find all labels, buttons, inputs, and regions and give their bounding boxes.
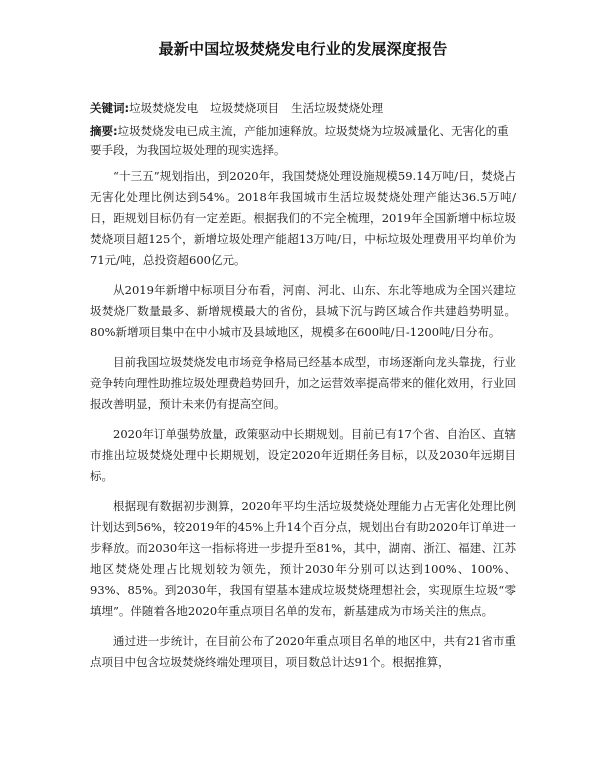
document-title: 最新中国垃圾焚烧发电行业的发展深度报告 bbox=[158, 40, 448, 58]
abstract-line bbox=[90, 122, 516, 160]
body-paragraph: 目前我国垃圾焚烧发电市场竞争格局已经基本成型，市场逐渐向龙头靠拢，行业竞争转向理性助推垃圾处理费趋势回升，加之运营效率提高带来的催化效用，行业回报改善明显，预计未来仍有提高空间。 bbox=[90, 355, 516, 411]
abstract-text: 垃圾焚烧发电已成主流，产能加速释放。垃圾焚烧为垃圾减量化、无害化的重要手段，为我国垃圾处理的现实选择。 bbox=[90, 124, 509, 157]
keyword-item: 垃圾焚烧项目 bbox=[210, 101, 280, 115]
keyword-item: 垃圾焚烧发电 bbox=[129, 101, 199, 115]
body-paragraph: 从2019年新增中标项目分布看，河南、河北、山东、东北等地成为全国兴建垃圾焚烧厂数量最多、新增规模最大的省份，县城下沉与跨区域合作共建趋势明显。80%新增项目集中在中小城市及县域地区，规模多在600吨/日-1200吨/日分布。 bbox=[90, 283, 516, 339]
body-paragraph: “十三五”规划指出，到2020年，我国焚烧处理设施规模59.14万吨/日，焚烧占无害化处理比例达到54%。2018年我国城市生活垃圾焚烧处理产能达36.5万吨/日，距规划目标仍有一定差距。根据我们的不完全梳理，2019年全国新增中标垃圾焚烧项目超125个，新增垃圾处理产能超13万吨/日，中标垃圾处理费用平均单价为71元/吨，总投资超600亿元。 bbox=[90, 169, 516, 267]
abstract-label: 摘要: bbox=[90, 124, 118, 138]
body-paragraph: 通过进一步统计，在目前公布了2020年重点项目名单的地区中，共有21省市重点项目中包含垃圾焚烧终端处理项目，项目数总计达91个。根据推算， bbox=[90, 634, 516, 669]
keyword-item: 生活垃圾焚烧处理 bbox=[291, 101, 384, 115]
body-paragraph: 2020年订单强势放量，政策驱动中长期规划。目前已有17个省、自治区、直辖市推出垃圾焚烧处理中长期规划，设定2020年近期任务目标，以及2030年远期目标。 bbox=[90, 427, 516, 483]
keywords-line bbox=[90, 99, 516, 118]
keywords-label: 关键词: bbox=[90, 101, 130, 115]
body-paragraph: 根据现有数据初步测算，2020年平均生活垃圾焚烧处理能力占无害化处理比例计划达到56%，较2019年的45%上升14个百分点，规划出台有助2020年订单进一步释放。而2030年这一指标将进一步提升至81%，其中，湖南、浙江、福建、江苏地区焚烧处理占比规划较为领先，预计2030年分别可以达到100%、100%、93%、85%。到2030年，我国有望基本建成垃圾焚烧理想社会，实现原生垃圾“零填埋”。伴随着各地2020年重点项目名单的发布，新基建成为市场关注的焦点。 bbox=[90, 499, 516, 618]
